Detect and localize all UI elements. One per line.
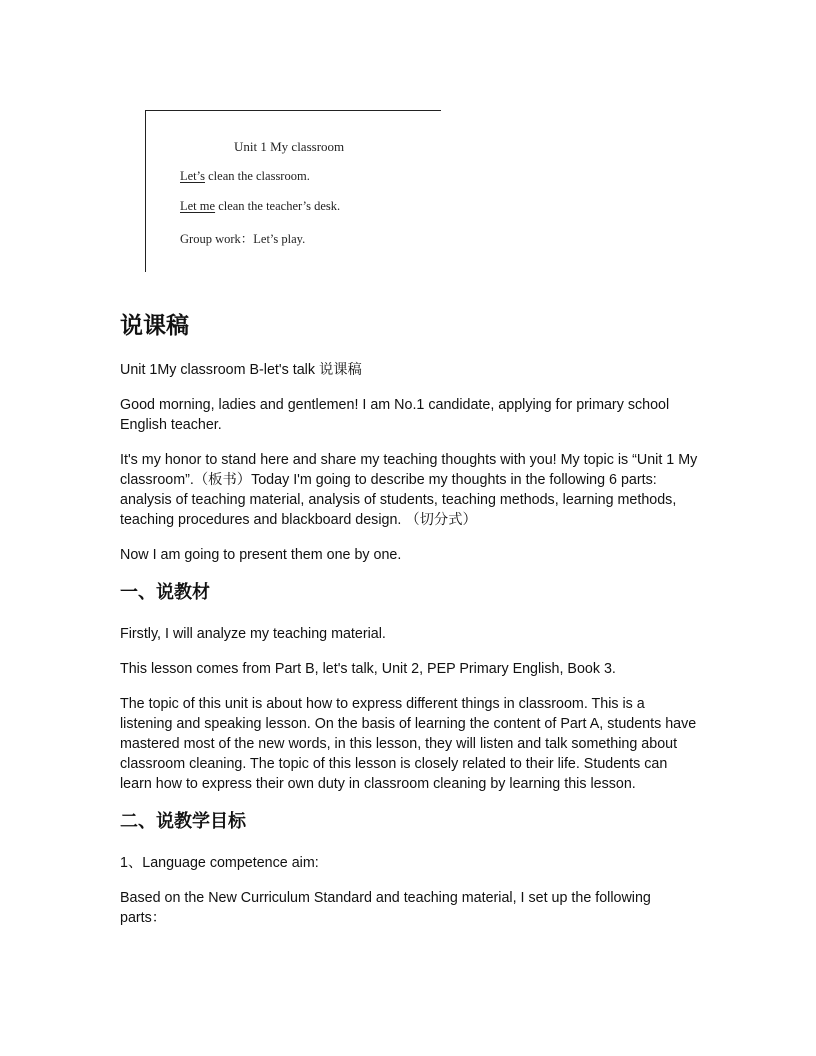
paragraph-material-intro: Firstly, I will analyze my teaching material. (120, 626, 386, 642)
paragraph-subtitle: Unit 1My classroom B-let's talk 说课稿 (120, 362, 362, 378)
section-heading-aims: 二、说教学目标 (120, 811, 246, 832)
paragraph-topic: It's my honor to stand here and share my teaching thoughts with you! My topic is “Unit 1 My classroom”.（板书）Today I'm going to describe my thoughts in the following 6 parts: analysis of teaching material, analysis of students, teaching methods, learning methods, teaching procedures and blackboard design. （切分式） (120, 452, 698, 528)
blackboard-line-2-underlined: Let me (180, 199, 216, 213)
blackboard-line-1 (180, 169, 310, 184)
blackboard-line-3: Group work：Let’s play. (180, 232, 306, 246)
blackboard-line-1-rest: clean the classroom. (205, 169, 310, 183)
section-heading-material: 一、说教材 (120, 582, 210, 603)
paragraph-greeting: Good morning, ladies and gentlemen! I am No.1 candidate, applying for primary school English teacher. (120, 397, 670, 433)
paragraph-aim-basis: Based on the New Curriculum Standard and teaching material, I set up the following parts： (120, 890, 651, 926)
page-title: 说课稿 (120, 313, 189, 339)
blackboard-title: Unit 1 My classroom (234, 139, 345, 154)
blackboard-line-2-rest: clean the teacher’s desk. (215, 199, 341, 213)
blackboard-line-1-underlined: Let’s (180, 169, 205, 183)
blackboard-design-box (145, 110, 441, 272)
paragraph-transition: Now I am going to present them one by one. (120, 547, 402, 563)
blackboard-line-2 (180, 199, 340, 214)
document-body (120, 310, 700, 943)
paragraph-material-topic: The topic of this unit is about how to express different things in classroom. This is a listening and speaking lesson. On the basis of learning the content of Part A, students have mastered most of the new words, in this lesson, they will listen and talk something about classroom cleaning. The topic of this lesson is closely related to their life. Students can learn how to express their own duty in classroom cleaning by learning this lesson. (120, 696, 697, 792)
paragraph-material-source: This lesson comes from Part B, let's talk, Unit 2, PEP Primary English, Book 3. (120, 661, 616, 677)
paragraph-aim-language: 1、Language competence aim: (120, 855, 319, 871)
